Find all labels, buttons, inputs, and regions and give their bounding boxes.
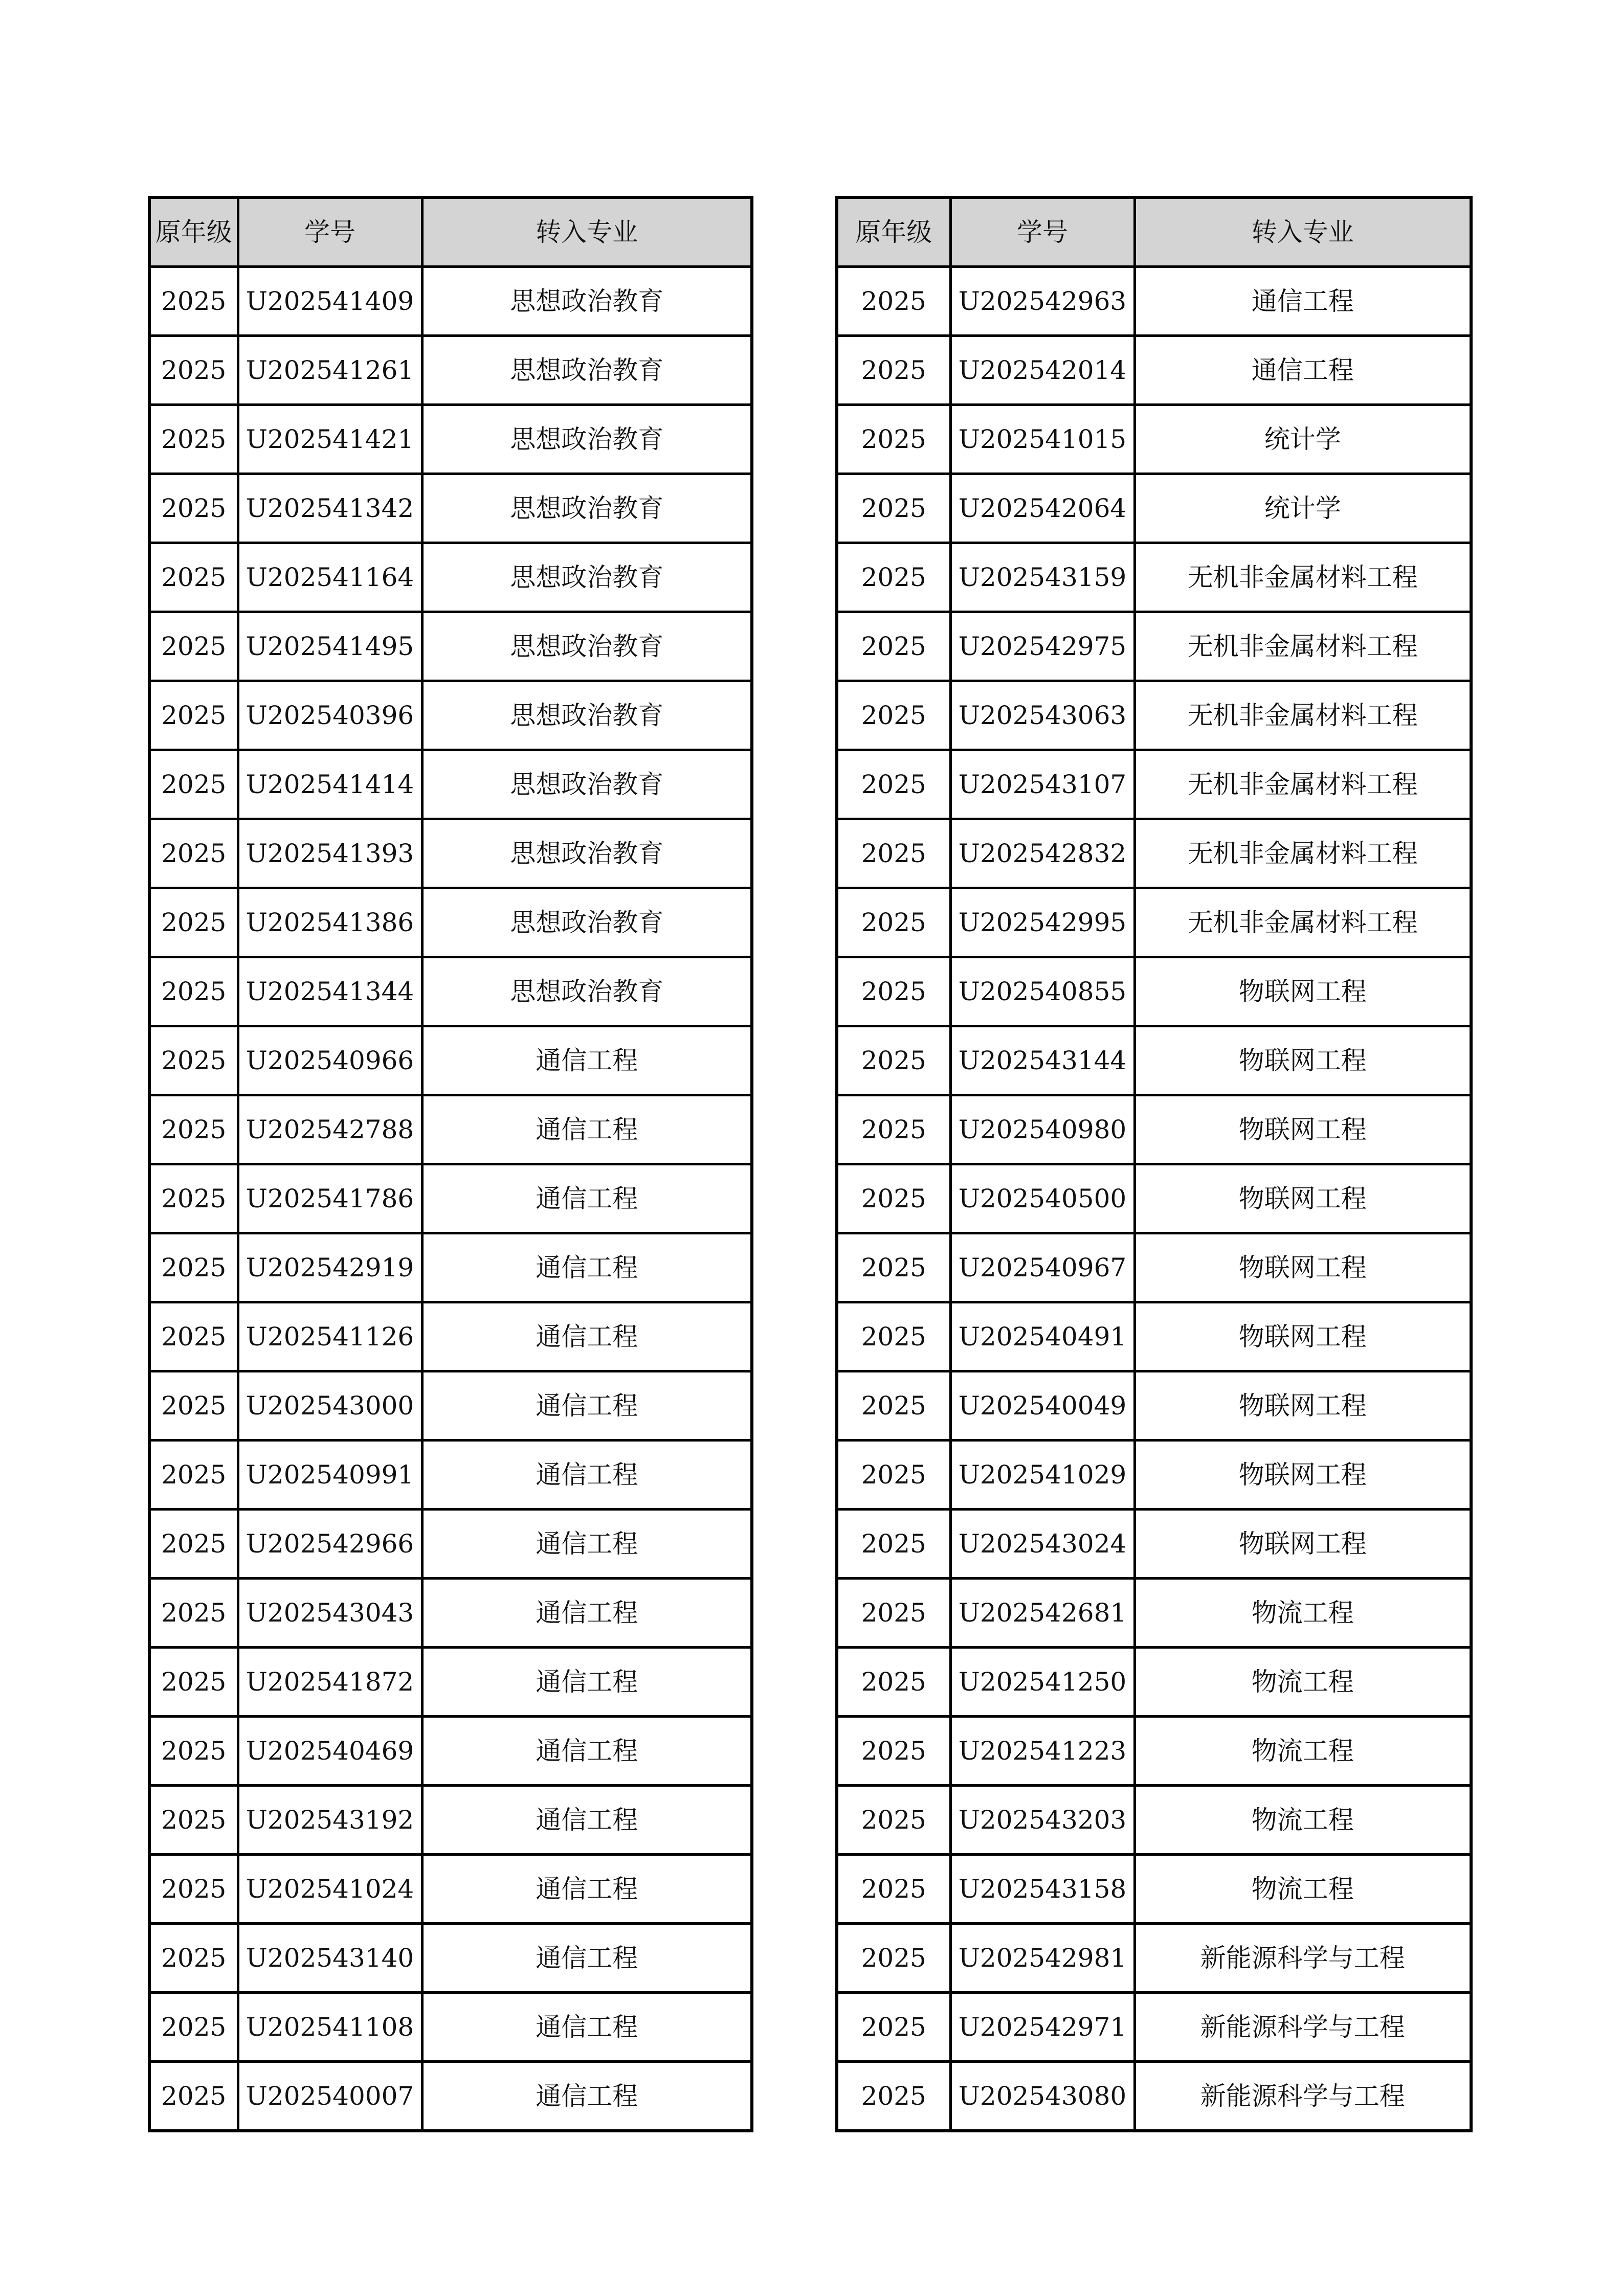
cell-major: 通信工程: [422, 1717, 752, 1786]
cell-major: 思想政治教育: [422, 681, 752, 750]
cell-student-id: U202542966: [238, 1510, 422, 1579]
cell-student-id: U202541342: [238, 474, 422, 543]
cell-student-id: U202541024: [238, 1855, 422, 1924]
cell-student-id: U202541015: [950, 405, 1134, 474]
table-row: [837, 1924, 1471, 1993]
cell-grade: 2025: [149, 1855, 238, 1924]
table-row: [149, 267, 752, 336]
cell-grade: 2025: [149, 1371, 238, 1440]
table-row: [149, 888, 752, 957]
table-row: [837, 1026, 1471, 1095]
cell-major: 物流工程: [1134, 1855, 1471, 1924]
table-row: [837, 1993, 1471, 2062]
cell-grade: 2025: [149, 750, 238, 819]
cell-major: 物流工程: [1134, 1579, 1471, 1648]
table-row: [837, 1717, 1471, 1786]
cell-major: 物联网工程: [1134, 1371, 1471, 1440]
table-row: [149, 1993, 752, 2062]
cell-grade: 2025: [149, 2062, 238, 2131]
cell-major: 通信工程: [422, 2062, 752, 2131]
cell-major: 思想政治教育: [422, 405, 752, 474]
cell-student-id: U202541223: [950, 1717, 1134, 1786]
cell-student-id: U202543140: [238, 1924, 422, 1993]
cell-student-id: U202541261: [238, 336, 422, 405]
cell-student-id: U202542681: [950, 1579, 1134, 1648]
table-row: [149, 1786, 752, 1855]
cell-student-id: U202541386: [238, 888, 422, 957]
cell-student-id: U202540967: [950, 1233, 1134, 1302]
cell-student-id: U202542832: [950, 819, 1134, 888]
cell-grade: 2025: [149, 681, 238, 750]
cell-student-id: U202542995: [950, 888, 1134, 957]
header-row: [837, 197, 1471, 267]
cell-grade: 2025: [837, 750, 950, 819]
cell-major: 思想政治教育: [422, 750, 752, 819]
table-row: [149, 1095, 752, 1164]
cell-student-id: U202540469: [238, 1717, 422, 1786]
cell-student-id: U202542014: [950, 336, 1134, 405]
cell-student-id: U202542919: [238, 1233, 422, 1302]
cell-major: 通信工程: [422, 1095, 752, 1164]
cell-grade: 2025: [837, 1440, 950, 1510]
cell-student-id: U202542963: [950, 267, 1134, 336]
table-row: [837, 1371, 1471, 1440]
cell-grade: 2025: [837, 1302, 950, 1371]
cell-student-id: U202542975: [950, 612, 1134, 681]
table-row: [837, 1095, 1471, 1164]
table-row: [837, 336, 1471, 405]
header-row: [149, 197, 752, 267]
table-row: [837, 1786, 1471, 1855]
cell-grade: 2025: [149, 1717, 238, 1786]
transfer-table-left: [148, 196, 753, 2132]
cell-student-id: U202541164: [238, 543, 422, 612]
cell-major: 思想政治教育: [422, 267, 752, 336]
table-row: [837, 405, 1471, 474]
cell-major: 统计学: [1134, 405, 1471, 474]
cell-student-id: U202543107: [950, 750, 1134, 819]
cell-grade: 2025: [837, 474, 950, 543]
table-row: [149, 543, 752, 612]
cell-grade: 2025: [837, 1164, 950, 1233]
table-row: [149, 1440, 752, 1510]
header-major: 转入专业: [422, 197, 752, 267]
cell-grade: 2025: [149, 1026, 238, 1095]
cell-grade: 2025: [837, 681, 950, 750]
cell-grade: 2025: [149, 612, 238, 681]
cell-grade: 2025: [837, 612, 950, 681]
cell-grade: 2025: [149, 1164, 238, 1233]
cell-major: 通信工程: [1134, 336, 1471, 405]
cell-grade: 2025: [837, 1233, 950, 1302]
cell-grade: 2025: [149, 1786, 238, 1855]
cell-student-id: U202541414: [238, 750, 422, 819]
cell-student-id: U202543000: [238, 1371, 422, 1440]
cell-major: 物联网工程: [1134, 1302, 1471, 1371]
header-major: 转入专业: [1134, 197, 1471, 267]
table-row: [149, 750, 752, 819]
table-row: [149, 1233, 752, 1302]
cell-major: 通信工程: [422, 1993, 752, 2062]
table-row: [837, 1440, 1471, 1510]
cell-grade: 2025: [837, 1924, 950, 1993]
cell-major: 无机非金属材料工程: [1134, 819, 1471, 888]
cell-major: 思想政治教育: [422, 543, 752, 612]
cell-major: 新能源科学与工程: [1134, 1993, 1471, 2062]
cell-grade: 2025: [149, 267, 238, 336]
cell-major: 通信工程: [422, 1786, 752, 1855]
cell-student-id: U202541250: [950, 1648, 1134, 1717]
cell-student-id: U202541786: [238, 1164, 422, 1233]
cell-student-id: U202543080: [950, 2062, 1134, 2131]
cell-major: 思想政治教育: [422, 888, 752, 957]
table-body-right: [837, 267, 1471, 2131]
cell-grade: 2025: [149, 1510, 238, 1579]
cell-major: 通信工程: [422, 1510, 752, 1579]
cell-student-id: U202540855: [950, 957, 1134, 1026]
cell-student-id: U202542971: [950, 1993, 1134, 2062]
cell-student-id: U202540991: [238, 1440, 422, 1510]
cell-major: 无机非金属材料工程: [1134, 543, 1471, 612]
cell-major: 新能源科学与工程: [1134, 2062, 1471, 2131]
cell-major: 物联网工程: [1134, 1233, 1471, 1302]
cell-grade: 2025: [837, 1648, 950, 1717]
cell-grade: 2025: [149, 1648, 238, 1717]
cell-grade: 2025: [837, 1371, 950, 1440]
cell-student-id: U202541393: [238, 819, 422, 888]
cell-student-id: U202540007: [238, 2062, 422, 2131]
cell-student-id: U202541126: [238, 1302, 422, 1371]
cell-student-id: U202541872: [238, 1648, 422, 1717]
cell-grade: 2025: [149, 819, 238, 888]
cell-major: 通信工程: [422, 1855, 752, 1924]
header-student-id: 学号: [950, 197, 1134, 267]
table-row: [837, 1855, 1471, 1924]
cell-major: 通信工程: [422, 1371, 752, 1440]
cell-major: 思想政治教育: [422, 336, 752, 405]
table-row: [837, 888, 1471, 957]
cell-major: 统计学: [1134, 474, 1471, 543]
table-row: [837, 2062, 1471, 2131]
cell-major: 通信工程: [422, 1164, 752, 1233]
table-row: [837, 267, 1471, 336]
cell-grade: 2025: [837, 405, 950, 474]
cell-grade: 2025: [149, 336, 238, 405]
cell-major: 物联网工程: [1134, 1095, 1471, 1164]
cell-grade: 2025: [837, 1786, 950, 1855]
table-row: [149, 612, 752, 681]
table-row: [149, 1924, 752, 1993]
cell-major: 新能源科学与工程: [1134, 1924, 1471, 1993]
cell-major: 通信工程: [422, 1648, 752, 1717]
table-row: [837, 681, 1471, 750]
cell-major: 通信工程: [422, 1579, 752, 1648]
cell-grade: 2025: [837, 1026, 950, 1095]
cell-grade: 2025: [149, 1579, 238, 1648]
cell-major: 无机非金属材料工程: [1134, 681, 1471, 750]
table-row: [149, 819, 752, 888]
cell-major: 通信工程: [422, 1440, 752, 1510]
cell-student-id: U202542064: [950, 474, 1134, 543]
cell-student-id: U202542981: [950, 1924, 1134, 1993]
cell-student-id: U202540491: [950, 1302, 1134, 1371]
cell-major: 物联网工程: [1134, 957, 1471, 1026]
cell-grade: 2025: [837, 543, 950, 612]
table-row: [149, 1371, 752, 1440]
table-row: [837, 957, 1471, 1026]
table-row: [149, 1510, 752, 1579]
cell-grade: 2025: [149, 1924, 238, 1993]
cell-student-id: U202543203: [950, 1786, 1134, 1855]
cell-grade: 2025: [837, 1993, 950, 2062]
cell-major: 无机非金属材料工程: [1134, 750, 1471, 819]
table-row: [149, 336, 752, 405]
cell-student-id: U202540966: [238, 1026, 422, 1095]
table-row: [837, 1648, 1471, 1717]
cell-major: 无机非金属材料工程: [1134, 888, 1471, 957]
cell-student-id: U202541108: [238, 1993, 422, 2062]
table-row: [149, 1855, 752, 1924]
table-row: [837, 543, 1471, 612]
cell-grade: 2025: [837, 1855, 950, 1924]
transfer-table-right: [835, 196, 1473, 2132]
cell-student-id: U202543192: [238, 1786, 422, 1855]
table-row: [837, 1164, 1471, 1233]
cell-major: 通信工程: [422, 1302, 752, 1371]
header-grade: 原年级: [837, 197, 950, 267]
table-row: [149, 2062, 752, 2131]
cell-grade: 2025: [837, 1510, 950, 1579]
cell-major: 通信工程: [422, 1026, 752, 1095]
cell-student-id: U202542788: [238, 1095, 422, 1164]
cell-grade: 2025: [837, 819, 950, 888]
cell-grade: 2025: [149, 1302, 238, 1371]
cell-major: 无机非金属材料工程: [1134, 612, 1471, 681]
cell-grade: 2025: [149, 1440, 238, 1510]
cell-student-id: U202540049: [950, 1371, 1134, 1440]
cell-student-id: U202541029: [950, 1440, 1134, 1510]
table-row: [149, 405, 752, 474]
cell-student-id: U202543158: [950, 1855, 1134, 1924]
table-row: [837, 1579, 1471, 1648]
cell-grade: 2025: [149, 888, 238, 957]
cell-major: 通信工程: [422, 1233, 752, 1302]
cell-student-id: U202540500: [950, 1164, 1134, 1233]
cell-grade: 2025: [149, 957, 238, 1026]
cell-grade: 2025: [149, 474, 238, 543]
cell-grade: 2025: [837, 1095, 950, 1164]
table-row: [837, 612, 1471, 681]
header-student-id: 学号: [238, 197, 422, 267]
cell-student-id: U202541495: [238, 612, 422, 681]
cell-grade: 2025: [837, 267, 950, 336]
table-row: [149, 1302, 752, 1371]
cell-major: 思想政治教育: [422, 957, 752, 1026]
cell-grade: 2025: [837, 2062, 950, 2131]
cell-major: 物联网工程: [1134, 1164, 1471, 1233]
cell-major: 通信工程: [422, 1924, 752, 1993]
table-row: [149, 1717, 752, 1786]
table-row: [837, 474, 1471, 543]
header-grade: 原年级: [149, 197, 238, 267]
cell-grade: 2025: [837, 888, 950, 957]
table-row: [149, 1026, 752, 1095]
cell-grade: 2025: [837, 1579, 950, 1648]
cell-major: 通信工程: [1134, 267, 1471, 336]
cell-grade: 2025: [149, 543, 238, 612]
cell-student-id: U202541421: [238, 405, 422, 474]
table-row: [837, 1233, 1471, 1302]
cell-major: 思想政治教育: [422, 819, 752, 888]
cell-student-id: U202543043: [238, 1579, 422, 1648]
table-row: [149, 957, 752, 1026]
cell-student-id: U202543144: [950, 1026, 1134, 1095]
cell-major: 物流工程: [1134, 1786, 1471, 1855]
cell-student-id: U202540980: [950, 1095, 1134, 1164]
table-row: [837, 1302, 1471, 1371]
table-row: [149, 474, 752, 543]
cell-grade: 2025: [837, 957, 950, 1026]
table-row: [837, 819, 1471, 888]
table-body-left: [149, 267, 752, 2131]
cell-grade: 2025: [149, 1095, 238, 1164]
cell-major: 物流工程: [1134, 1717, 1471, 1786]
cell-student-id: U202543024: [950, 1510, 1134, 1579]
cell-grade: 2025: [837, 336, 950, 405]
cell-student-id: U202541344: [238, 957, 422, 1026]
table-row: [837, 1510, 1471, 1579]
cell-major: 物联网工程: [1134, 1026, 1471, 1095]
table-row: [149, 1579, 752, 1648]
cell-major: 物联网工程: [1134, 1510, 1471, 1579]
cell-major: 思想政治教育: [422, 474, 752, 543]
table-row: [837, 750, 1471, 819]
cell-major: 思想政治教育: [422, 612, 752, 681]
cell-student-id: U202540396: [238, 681, 422, 750]
cell-grade: 2025: [149, 405, 238, 474]
table-row: [149, 1648, 752, 1717]
table-row: [149, 1164, 752, 1233]
cell-student-id: U202543159: [950, 543, 1134, 612]
cell-student-id: U202541409: [238, 267, 422, 336]
cell-student-id: U202543063: [950, 681, 1134, 750]
cell-grade: 2025: [149, 1993, 238, 2062]
cell-grade: 2025: [149, 1233, 238, 1302]
cell-major: 物流工程: [1134, 1648, 1471, 1717]
cell-grade: 2025: [837, 1717, 950, 1786]
cell-major: 物联网工程: [1134, 1440, 1471, 1510]
table-row: [149, 681, 752, 750]
